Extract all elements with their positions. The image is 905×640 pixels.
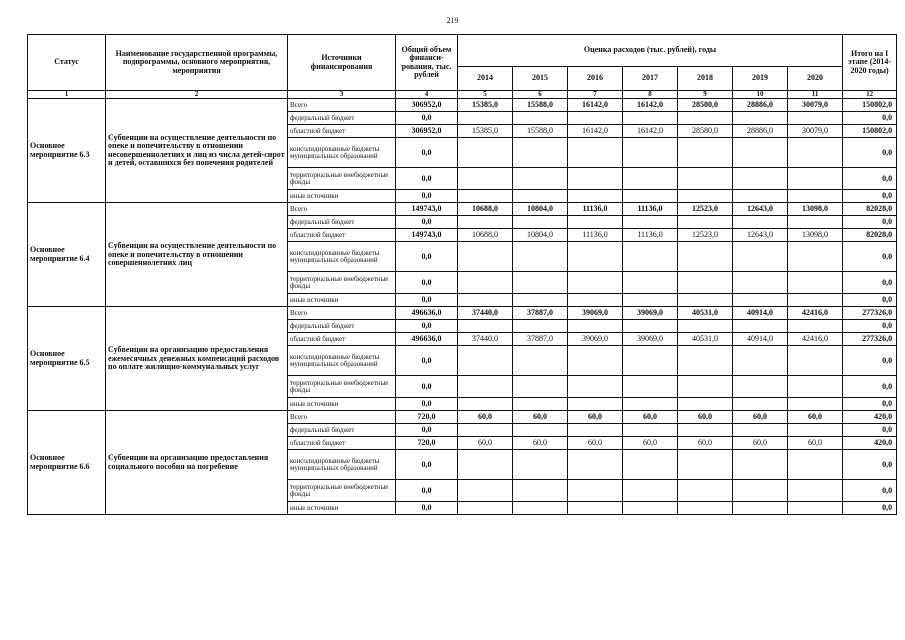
year-value: [733, 450, 788, 480]
year-value: [513, 216, 568, 229]
year-value: 60,0: [623, 411, 678, 424]
year-value: [678, 376, 733, 398]
year-value: [733, 480, 788, 502]
year-value: [678, 450, 733, 480]
stage-total: 0,0: [843, 272, 897, 294]
funding-source: территориальные внебюджетные фонды: [288, 480, 396, 502]
year-value: [788, 242, 843, 272]
year-value: [513, 502, 568, 515]
year-value: 60,0: [513, 437, 568, 450]
year-value: [733, 138, 788, 168]
year-value: 37887,0: [513, 307, 568, 320]
year-value: 60,0: [568, 411, 623, 424]
stage-total: 420,0: [843, 437, 897, 450]
year-value: [788, 216, 843, 229]
funding-source: областной бюджет: [288, 437, 396, 450]
total-amount: 0,0: [396, 320, 458, 333]
funding-source: иные источники: [288, 294, 396, 307]
year-value: [678, 346, 733, 376]
year-value: [568, 376, 623, 398]
year-value: [568, 502, 623, 515]
year-value: 13098,0: [788, 203, 843, 216]
col-number: 12: [843, 91, 897, 99]
year-value: 60,0: [513, 411, 568, 424]
year-value: [678, 502, 733, 515]
header-year: 2017: [623, 67, 678, 91]
year-value: [568, 480, 623, 502]
header-itog: Итого на I этапе (2014-2020 годы): [843, 35, 897, 91]
year-value: 42416,0: [788, 307, 843, 320]
total-amount: 0,0: [396, 138, 458, 168]
year-value: [458, 424, 513, 437]
year-value: [678, 480, 733, 502]
measure-status: Основное мероприятие 6.3: [28, 99, 106, 203]
table-row: [28, 411, 897, 424]
funding-source: иные источники: [288, 398, 396, 411]
year-value: 60,0: [678, 411, 733, 424]
page-number: 219: [446, 16, 459, 25]
stage-total: 0,0: [843, 138, 897, 168]
total-amount: 0,0: [396, 112, 458, 125]
header-status: Статус: [28, 35, 106, 91]
year-value: [788, 480, 843, 502]
year-value: 37440,0: [458, 307, 513, 320]
funding-source: иные источники: [288, 502, 396, 515]
stage-total: 0,0: [843, 450, 897, 480]
stage-total: 0,0: [843, 424, 897, 437]
header-year: 2018: [678, 67, 733, 91]
year-value: [513, 398, 568, 411]
year-value: [733, 424, 788, 437]
year-value: [623, 168, 678, 190]
year-value: [733, 346, 788, 376]
year-value: [623, 480, 678, 502]
year-value: 40531,0: [678, 333, 733, 346]
year-value: [788, 112, 843, 125]
year-value: [733, 190, 788, 203]
year-value: 39069,0: [623, 307, 678, 320]
year-value: [788, 272, 843, 294]
year-value: [513, 450, 568, 480]
funding-source: территориальные внебюджетные фонды: [288, 272, 396, 294]
year-value: [733, 272, 788, 294]
year-value: [458, 480, 513, 502]
year-value: [568, 190, 623, 203]
year-value: [458, 450, 513, 480]
year-value: 60,0: [678, 437, 733, 450]
year-value: 16142,0: [623, 99, 678, 112]
year-value: [788, 502, 843, 515]
year-value: [513, 168, 568, 190]
measure-status: Основное мероприятие 6.6: [28, 411, 106, 515]
year-value: [678, 190, 733, 203]
year-value: [788, 346, 843, 376]
year-value: [733, 320, 788, 333]
header-year: 2020: [788, 67, 843, 91]
total-amount: 0,0: [396, 424, 458, 437]
year-value: [623, 190, 678, 203]
year-value: [513, 190, 568, 203]
total-amount: 720,0: [396, 411, 458, 424]
year-value: [623, 216, 678, 229]
year-value: 16142,0: [568, 99, 623, 112]
total-amount: 0,0: [396, 502, 458, 515]
year-value: 28580,0: [678, 99, 733, 112]
year-value: [568, 450, 623, 480]
funding-source: федеральный бюджет: [288, 424, 396, 437]
year-value: [678, 424, 733, 437]
year-value: [458, 346, 513, 376]
year-value: [788, 320, 843, 333]
stage-total: 0,0: [843, 320, 897, 333]
header-name: Наименование государственной программы, подпрограммы, основного мероприятия, мероприятия: [106, 35, 288, 91]
stage-total: 0,0: [843, 480, 897, 502]
measure-name: Субвенции на организацию предоставления ежемесячных денежных компенсаций расходов по оплате жилищно-коммунальных услуг: [106, 307, 288, 411]
year-value: [678, 138, 733, 168]
year-value: 12523,0: [678, 203, 733, 216]
col-number: 11: [788, 91, 843, 99]
year-value: [623, 320, 678, 333]
year-value: [568, 216, 623, 229]
total-amount: 0,0: [396, 450, 458, 480]
col-number: 7: [568, 91, 623, 99]
year-value: 39069,0: [623, 333, 678, 346]
header-year: 2019: [733, 67, 788, 91]
total-amount: 0,0: [396, 168, 458, 190]
funding-source: областной бюджет: [288, 333, 396, 346]
col-number: 1: [28, 91, 106, 99]
year-value: 11136,0: [623, 229, 678, 242]
year-value: [623, 376, 678, 398]
year-value: [568, 138, 623, 168]
year-value: 28580,0: [678, 125, 733, 138]
col-number: 10: [733, 91, 788, 99]
year-value: [458, 242, 513, 272]
year-value: 15588,0: [513, 99, 568, 112]
year-value: 40914,0: [733, 333, 788, 346]
year-value: 15588,0: [513, 125, 568, 138]
measure-name: Субвенции на осуществление деятельности по опеке и попечительству в отношении совершеннолетних лиц: [106, 203, 288, 307]
funding-source: территориальные внебюджетные фонды: [288, 376, 396, 398]
funding-source: областной бюджет: [288, 229, 396, 242]
year-value: [513, 424, 568, 437]
measure-status: Основное мероприятие 6.5: [28, 307, 106, 411]
year-value: [623, 112, 678, 125]
year-value: [678, 112, 733, 125]
header-sources: Источники финансирования: [288, 35, 396, 91]
year-value: 16142,0: [623, 125, 678, 138]
year-value: [458, 320, 513, 333]
year-value: [568, 398, 623, 411]
funding-source: консолидированные бюджеты муниципальных образований: [288, 242, 396, 272]
year-value: [513, 138, 568, 168]
year-value: [458, 190, 513, 203]
year-value: [568, 294, 623, 307]
measure-name: Субвенции на осуществление деятельности по опеке и попечительству в отношении несовершеннолетних и лиц из числа детей-сирот и детей, оставшихся без попечения родителей: [106, 99, 288, 203]
year-value: [623, 138, 678, 168]
stage-total: 0,0: [843, 502, 897, 515]
total-amount: 0,0: [396, 294, 458, 307]
year-value: 37440,0: [458, 333, 513, 346]
year-value: [623, 398, 678, 411]
year-value: 11136,0: [623, 203, 678, 216]
stage-total: 0,0: [843, 242, 897, 272]
year-value: 60,0: [458, 437, 513, 450]
stage-total: 0,0: [843, 294, 897, 307]
year-value: [513, 112, 568, 125]
funding-source: Всего: [288, 99, 396, 112]
year-value: [513, 242, 568, 272]
total-amount: 306952,0: [396, 125, 458, 138]
table-row: [28, 99, 897, 112]
year-value: 40914,0: [733, 307, 788, 320]
stage-total: 277326,0: [843, 307, 897, 320]
table-row: [28, 203, 897, 216]
year-value: [458, 112, 513, 125]
funding-source: Всего: [288, 411, 396, 424]
total-amount: 0,0: [396, 216, 458, 229]
total-amount: 306952,0: [396, 99, 458, 112]
year-value: 28886,0: [733, 99, 788, 112]
col-number: 4: [396, 91, 458, 99]
year-value: [678, 320, 733, 333]
total-amount: 496636,0: [396, 333, 458, 346]
year-value: [623, 294, 678, 307]
stage-total: 0,0: [843, 216, 897, 229]
year-value: 10804,0: [513, 229, 568, 242]
total-amount: 0,0: [396, 190, 458, 203]
year-value: [678, 242, 733, 272]
col-number: 2: [106, 91, 288, 99]
year-value: 60,0: [458, 411, 513, 424]
col-number: 5: [458, 91, 513, 99]
total-amount: 149743,0: [396, 229, 458, 242]
year-value: [788, 168, 843, 190]
year-value: [513, 320, 568, 333]
total-amount: 0,0: [396, 480, 458, 502]
total-amount: 0,0: [396, 346, 458, 376]
total-amount: 720,0: [396, 437, 458, 450]
funding-source: Всего: [288, 307, 396, 320]
year-value: [568, 424, 623, 437]
year-value: [568, 320, 623, 333]
funding-source: консолидированные бюджеты муниципальных образований: [288, 450, 396, 480]
year-value: 37887,0: [513, 333, 568, 346]
year-value: [678, 294, 733, 307]
year-value: 28886,0: [733, 125, 788, 138]
year-value: [788, 424, 843, 437]
header-total: Общий объем финанси-рования, тыс. рублей: [396, 35, 458, 91]
year-value: [788, 398, 843, 411]
year-value: 60,0: [788, 437, 843, 450]
year-value: [678, 216, 733, 229]
total-amount: 0,0: [396, 272, 458, 294]
funding-source: Всего: [288, 203, 396, 216]
year-value: 16142,0: [568, 125, 623, 138]
year-value: [513, 294, 568, 307]
year-value: [733, 168, 788, 190]
year-value: [733, 216, 788, 229]
year-value: [733, 398, 788, 411]
year-value: 10688,0: [458, 203, 513, 216]
year-value: 10804,0: [513, 203, 568, 216]
measure-status: Основное мероприятие 6.4: [28, 203, 106, 307]
stage-total: 0,0: [843, 346, 897, 376]
funding-source: федеральный бюджет: [288, 216, 396, 229]
total-amount: 0,0: [396, 376, 458, 398]
stage-total: 0,0: [843, 112, 897, 125]
year-value: [458, 294, 513, 307]
year-value: [568, 112, 623, 125]
year-value: 60,0: [733, 411, 788, 424]
year-value: [788, 376, 843, 398]
year-value: 30079,0: [788, 125, 843, 138]
year-value: [623, 502, 678, 515]
year-value: 40531,0: [678, 307, 733, 320]
year-value: [678, 272, 733, 294]
year-value: [513, 346, 568, 376]
year-value: [788, 450, 843, 480]
budget-table: [27, 34, 897, 515]
year-value: 11136,0: [568, 229, 623, 242]
year-value: 60,0: [568, 437, 623, 450]
year-value: 39069,0: [568, 333, 623, 346]
year-value: [733, 242, 788, 272]
stage-total: 82028,0: [843, 203, 897, 216]
stage-total: 0,0: [843, 168, 897, 190]
total-amount: 496636,0: [396, 307, 458, 320]
year-value: [458, 138, 513, 168]
header-estimate: Оценка расходов (тыс. рублей), годы: [458, 35, 843, 67]
year-value: 12643,0: [733, 203, 788, 216]
funding-source: консолидированные бюджеты муниципальных образований: [288, 138, 396, 168]
year-value: 60,0: [623, 437, 678, 450]
funding-source: федеральный бюджет: [288, 112, 396, 125]
funding-source: территориальные внебюджетные фонды: [288, 168, 396, 190]
col-number: 3: [288, 91, 396, 99]
year-value: [513, 272, 568, 294]
year-value: [568, 168, 623, 190]
year-value: 60,0: [788, 411, 843, 424]
stage-total: 0,0: [843, 398, 897, 411]
year-value: [623, 272, 678, 294]
table-body: [28, 99, 897, 515]
total-amount: 0,0: [396, 398, 458, 411]
stage-total: 150802,0: [843, 125, 897, 138]
header-year: 2015: [513, 67, 568, 91]
year-value: [788, 138, 843, 168]
year-value: [733, 376, 788, 398]
stage-total: 82028,0: [843, 229, 897, 242]
year-value: [458, 272, 513, 294]
table-row: [28, 307, 897, 320]
year-value: 30079,0: [788, 99, 843, 112]
year-value: 12523,0: [678, 229, 733, 242]
year-value: [623, 346, 678, 376]
funding-source: консолидированные бюджеты муниципальных образований: [288, 346, 396, 376]
stage-total: 150802,0: [843, 99, 897, 112]
year-value: [513, 480, 568, 502]
year-value: 60,0: [733, 437, 788, 450]
year-value: [788, 294, 843, 307]
funding-source: иные источники: [288, 190, 396, 203]
year-value: [623, 424, 678, 437]
year-value: 15385,0: [458, 125, 513, 138]
year-value: [678, 398, 733, 411]
year-value: 12643,0: [733, 229, 788, 242]
total-amount: 0,0: [396, 242, 458, 272]
header-year: 2016: [568, 67, 623, 91]
year-value: 39069,0: [568, 307, 623, 320]
year-value: [513, 376, 568, 398]
year-value: [623, 450, 678, 480]
col-number: 9: [678, 91, 733, 99]
measure-name: Субвенции на организацию предоставления социального пособия на погребение: [106, 411, 288, 515]
year-value: [568, 242, 623, 272]
year-value: [458, 168, 513, 190]
stage-total: 0,0: [843, 190, 897, 203]
year-value: [458, 398, 513, 411]
year-value: [678, 168, 733, 190]
col-number: 6: [513, 91, 568, 99]
year-value: [788, 190, 843, 203]
year-value: 10688,0: [458, 229, 513, 242]
stage-total: 277326,0: [843, 333, 897, 346]
funding-source: областной бюджет: [288, 125, 396, 138]
year-value: 13098,0: [788, 229, 843, 242]
year-value: [568, 272, 623, 294]
stage-total: 0,0: [843, 376, 897, 398]
header-year: 2014: [458, 67, 513, 91]
funding-source: федеральный бюджет: [288, 320, 396, 333]
year-value: 11136,0: [568, 203, 623, 216]
year-value: [623, 242, 678, 272]
total-amount: 149743,0: [396, 203, 458, 216]
col-number: 8: [623, 91, 678, 99]
year-value: [568, 346, 623, 376]
year-value: [458, 502, 513, 515]
year-value: [733, 502, 788, 515]
table-header: [28, 35, 897, 99]
year-value: [458, 376, 513, 398]
year-value: [458, 216, 513, 229]
year-value: [733, 112, 788, 125]
year-value: 15385,0: [458, 99, 513, 112]
stage-total: 420,0: [843, 411, 897, 424]
year-value: 42416,0: [788, 333, 843, 346]
year-value: [733, 294, 788, 307]
